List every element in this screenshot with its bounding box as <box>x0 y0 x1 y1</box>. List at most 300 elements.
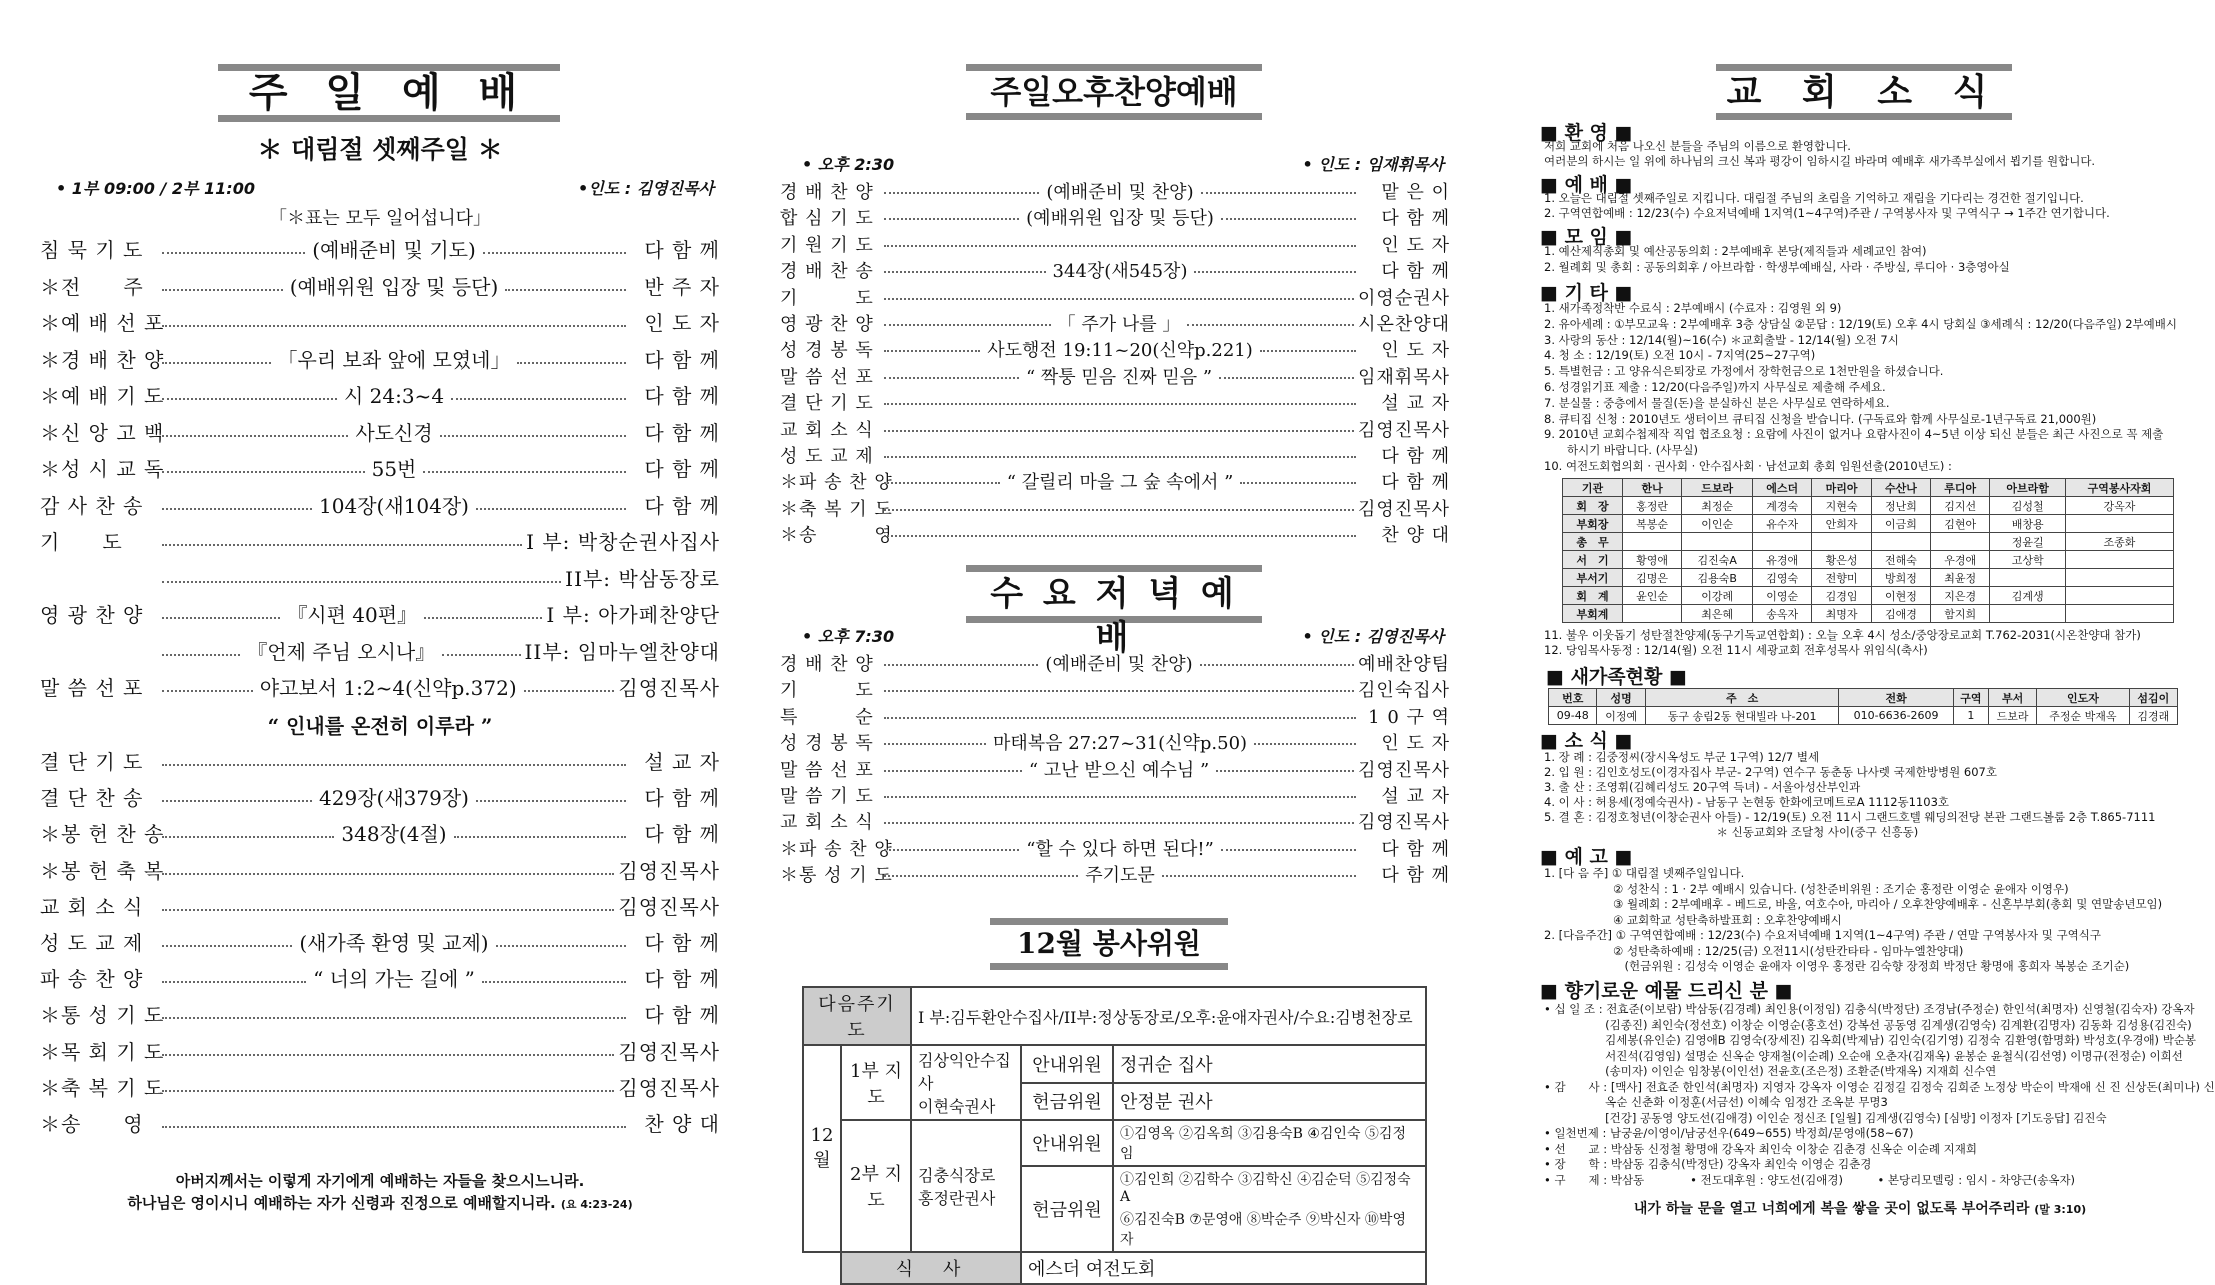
sunday-item-row <box>40 1072 720 1102</box>
officers-cell: 최명자 <box>1812 605 1871 623</box>
officers-cell: 황은성 <box>1812 551 1871 569</box>
officers-cell: 송옥자 <box>1753 605 1812 623</box>
news-heading: ■ 소 식 ■ <box>1540 730 1633 752</box>
officers-cell: 이영순 <box>1753 587 1812 605</box>
afternoon-item-row <box>780 204 1451 230</box>
meetings-line-1: 1. 예산제직총회 및 예산공동의회 : 2부예배후 본당(제직들과 세례교인 참여) <box>1544 244 1927 258</box>
officers-role-cell: 회 장 <box>1563 497 1623 515</box>
newcomer-row <box>1549 707 2178 725</box>
dot-leader <box>884 743 986 745</box>
afternoon-item-row <box>780 442 1450 467</box>
dot-leader <box>884 849 1019 851</box>
officers-cell: 김명은 <box>1622 569 1681 587</box>
afternoon-item-row <box>780 310 1451 335</box>
dot-leader <box>162 690 253 692</box>
afternoon-item-person: 다 함 께 <box>1381 208 1451 230</box>
p2-money-a: ①김인희 ②김학수 ③김학신 ④김순덕 ⑤김정숙A <box>1113 1166 1426 1207</box>
officers-header-cell: 수산나 <box>1871 479 1930 497</box>
wednesday-item-row <box>780 808 1450 834</box>
sunday-item-content: “ 너의 가는 길에 ” <box>313 967 475 992</box>
servants-title-box <box>990 918 1228 970</box>
officers-cell <box>1622 533 1681 551</box>
officers-header-cell: 마리아 <box>1812 479 1871 497</box>
verse-line-2-text: 하나님은 영이시니 예배하는 자가 신령과 진정으로 예배할지니라. <box>127 1194 556 1212</box>
dot-leader <box>884 403 1356 405</box>
officers-row <box>1563 533 2174 551</box>
dot-leader <box>482 981 626 983</box>
sunday-item-label: ＊목 회 기 도 <box>40 1039 165 1064</box>
sunday-item-person: 다 함 께 <box>644 420 720 445</box>
newcomer-cell: 1 <box>1953 707 1988 725</box>
dot-leader <box>1201 192 1356 194</box>
afternoon-item-person: 찬 양 대 <box>1381 525 1450 547</box>
officers-cell <box>1812 533 1871 551</box>
sunday-item-label: 성 도 교 제 <box>40 931 144 955</box>
officers-header-cell: 드보라 <box>1682 479 1753 497</box>
wednesday-item-label: 말 씀 기 도 <box>780 786 874 807</box>
dot-leader <box>884 690 1354 692</box>
closing-verse <box>1540 1198 2180 1218</box>
newcomer-header-cell: 구역 <box>1953 689 1988 707</box>
dot-leader <box>423 471 626 473</box>
officers-cell <box>1753 533 1812 551</box>
etc-line-11: 11. 불우 이웃돕기 성탄절찬양제(동구기독교연합회) : 오늘 오후 4시 성소/중앙장로교회 T.762-2031(시온찬양대 참가) <box>1544 628 2141 642</box>
sunday-item-label: 말 씀 선 포 <box>40 676 144 700</box>
sunday-service-title: 주 일 예 배 <box>248 69 530 116</box>
sunday-item-content: (예배위원 입장 및 등단) <box>289 274 499 299</box>
dot-leader <box>424 617 542 619</box>
officers-cell <box>2065 587 2173 605</box>
dot-leader <box>442 654 520 656</box>
dot-leader <box>162 398 337 400</box>
officers-cell: 이강례 <box>1682 587 1753 605</box>
dot-leader <box>884 796 1356 798</box>
sunday-item-person: 다 함 께 <box>644 238 720 262</box>
dot-leader <box>1219 377 1354 379</box>
sunday-item-person: 다 함 께 <box>644 931 720 955</box>
news-line: 1. 장 례 : 김중정씨(장시옥성도 부군 1구역) 12/7 별세 <box>1544 750 1820 764</box>
sunday-item-label: 감 사 찬 송 <box>40 493 144 518</box>
dot-leader <box>1200 664 1354 666</box>
afternoon-item-person: 인 도 자 <box>1381 340 1450 362</box>
p2-guide-label: 안내위원 <box>1021 1120 1113 1166</box>
next-prayer-label: 다음주기도 <box>803 987 911 1045</box>
officers-cell: 안희자 <box>1812 515 1871 533</box>
wednesday-item-label: 말 씀 선 포 <box>780 759 874 781</box>
dot-leader <box>884 377 1019 379</box>
dot-leader <box>884 298 1354 300</box>
dot-leader <box>162 945 292 947</box>
officers-cell: 정윤길 <box>1990 533 2066 551</box>
officers-cell <box>1990 569 2066 587</box>
offering-line: • 구 제 : 박삼동 • 전도대후원 : 양도선(김애경) • 본당리모델링 : 임시 - 차양근(송옥자) <box>1544 1172 2076 1187</box>
afternoon-item-label: 결 단 기 도 <box>780 393 874 415</box>
sunday-service-column <box>40 0 720 1240</box>
afternoon-item-content: 「 주가 나를 」 <box>1057 314 1181 335</box>
officers-row <box>1563 605 2174 623</box>
afternoon-item-label: 말 씀 선 포 <box>780 366 874 388</box>
dot-leader <box>884 430 1354 432</box>
dot-leader <box>483 252 626 254</box>
etc-line: 2. 유아세례 : ①부모교육 : 2부예배후 3층 상담실 ②문답 : 12/19(토) 오후 4시 당회실 ③세례식 : 12/20(다음주일) 2부예배시 <box>1544 316 2177 331</box>
sunday-item-row <box>40 963 720 993</box>
officers-cell: 홍정란 <box>1622 497 1681 515</box>
offering-line: 서진석(김영임) 설명순 신옥순 양재철(이순례) 오순애 오춘자(김재옥) 윤봉순 윤철식(김선영) 이명규(전정순) 이희선 <box>1544 1048 2183 1063</box>
dot-leader <box>162 617 280 619</box>
dot-leader <box>884 350 980 352</box>
officers-row <box>1563 515 2174 533</box>
sunday-item-row <box>40 344 720 374</box>
dot-leader <box>451 398 626 400</box>
welcome-heading: ■ 환 영 ■ <box>1540 122 1633 144</box>
preview-line: ④ 교회학교 성탄축하발표회 : 오후찬양예배시 <box>1544 912 1842 927</box>
officers-cell: 최은혜 <box>1682 605 1753 623</box>
officers-cell <box>1990 605 2066 623</box>
p2-text: 2부 <box>850 1164 879 1185</box>
newcomer-header-cell: 성명 <box>1597 689 1645 707</box>
servants-table <box>802 986 1427 1285</box>
etc-line: 8. 큐티집 신청 : 2010년도 생터이브 큐티집 신청을 받습니다. (구독료와 함께 사무실로-1년구독료 21,000원) <box>1544 411 2097 426</box>
sunday-item-row <box>40 271 720 301</box>
sunday-item-person: 다 함 께 <box>644 967 720 992</box>
sunday-item-label: 결 단 기 도 <box>40 750 144 774</box>
newcomer-cell: 드보라 <box>1988 707 2036 725</box>
p1-guide-label: 안내위원 <box>1021 1045 1113 1083</box>
dot-leader <box>162 325 626 327</box>
newcomer-cell: 동구 송림2동 현대빌라 나-201 <box>1645 707 1839 725</box>
afternoon-item-label: ＊축 복 기 도 <box>780 498 893 520</box>
dot-leader <box>1216 770 1354 772</box>
afternoon-item-label: ＊송 영 <box>780 525 893 547</box>
etc-line: 6. 성경읽기표 제출 : 12/20(다음주일)까지 사무실로 제출해 주세요. <box>1544 380 1886 394</box>
dot-leader <box>162 508 312 510</box>
dot-leader <box>884 218 1019 220</box>
dot-leader <box>884 192 1039 194</box>
sunday-item-label: ＊송 영 <box>40 1112 144 1136</box>
afternoon-item-person: 인 도 자 <box>1381 234 1450 256</box>
dot-leader <box>524 690 615 692</box>
sunday-item-content: 사도신경 <box>355 420 433 445</box>
officers-cell <box>1682 533 1753 551</box>
verse-ref: (요 4:23-24) <box>560 1198 633 1211</box>
afternoon-item-label: 교 회 소 식 <box>780 419 874 441</box>
news-line: 2. 입 원 : 김인호성도(이경자집사 부군- 2구역) 연수구 동춘동 나사렛 국제한방병원 607호 <box>1544 765 1997 779</box>
dot-leader <box>162 654 240 656</box>
etc-line-12: 12. 당임목사동정 : 12/14(월) 오전 11시 세광교회 전후성목사 위임식(축사) <box>1544 643 1928 657</box>
sunday-item-person: 김영진목사 <box>618 676 720 700</box>
officers-cell: 최윤정 <box>1931 569 1990 587</box>
sunday-item-content: 야고보서 1:2~4(신약p.372) <box>259 676 517 700</box>
sunday-item-content: 104장(새104장) <box>319 493 469 518</box>
meetings-heading: ■ 모 임 ■ <box>1540 226 1633 248</box>
sunday-item-content: (예배준비 및 기도) <box>312 238 476 262</box>
wednesday-item-content: “할 수 있다 하면 된다!” <box>1026 838 1214 860</box>
dot-leader <box>162 764 626 766</box>
officers-cell <box>2065 515 2173 533</box>
wednesday-item-row <box>780 756 1451 781</box>
officers-row <box>1563 587 2174 605</box>
wednesday-item-label: 특 순 <box>780 706 874 728</box>
afternoon-item-row <box>780 468 1450 494</box>
wednesday-title-box <box>966 565 1262 658</box>
dot-leader <box>1187 324 1354 326</box>
officers-row <box>1563 569 2174 587</box>
dot-leader <box>505 289 626 291</box>
sunday-item-content: 348장(4절) <box>341 822 447 847</box>
offering-line: [건강] 공동영 양도선(김애경) 이인순 정신조 [일월] 김계생(김영숙) [심방] 이정자 [기도응답] 김진숙 <box>1544 1110 2107 1125</box>
officers-cell: 유경애 <box>1753 551 1812 569</box>
officers-cell <box>2065 605 2173 623</box>
sunday-item-row <box>40 636 720 666</box>
offering-line: (송미자) 이인순 임창봉(이인선) 전윤호(조은정) 조환준(박재옥) 지재희 신수연 <box>1544 1064 1997 1078</box>
officers-row <box>1563 551 2174 569</box>
sunday-item-label: ＊봉 헌 찬 송 <box>40 822 165 847</box>
wednesday-item-content: “ 고난 받으신 예수님 ” <box>1028 759 1210 781</box>
preview-line: ② 성찬식 : 1 · 2부 예배시 있습니다. (성찬준비위원 : 조기순 홍정란 이영순 윤애자 이영우) <box>1544 881 2069 896</box>
dot-leader <box>884 509 1354 511</box>
dot-leader <box>884 245 1356 247</box>
worship-line-2: 2. 구역연합예배 : 12/23(수) 수요저녁예배 1지역(1~4구역)주관 / 구역봉사자 및 구역식구 → 1주간 연기합니다. <box>1544 206 2110 220</box>
dot-leader <box>162 981 306 983</box>
newcomer-header-cell: 전화 <box>1839 689 1953 707</box>
sunday-item-row <box>40 746 720 776</box>
afternoon-item-label: 경 배 찬 송 <box>780 261 874 283</box>
etc-line: 하시기 바랍니다. (사무실) <box>1544 443 1699 458</box>
wednesday-item-person: 설 교 자 <box>1381 786 1450 807</box>
sunday-item-person: 다 함 께 <box>644 384 721 408</box>
dot-leader <box>884 535 1356 537</box>
sunday-item-person: 김영진목사 <box>618 858 720 883</box>
sunday-item-person: 반 주 자 <box>644 274 720 299</box>
offering-line: • 장 학 : 박삼동 김충식(박정단) 강옥자 최인숙 이영순 김춘경 <box>1544 1157 1872 1171</box>
officers-cell: 계경숙 <box>1753 497 1812 515</box>
dot-leader <box>162 800 312 802</box>
offering-heading: ■ 향기로운 예물 드리신 분 ■ <box>1540 980 1793 1002</box>
officers-cell: 이현정 <box>1871 587 1930 605</box>
officers-header-cell: 아브라함 <box>1990 479 2066 497</box>
officers-header-row <box>1563 479 2174 497</box>
sunday-item-person: II부: 임마누엘찬양대 <box>524 639 720 664</box>
dot-leader <box>162 1054 614 1056</box>
offering-line: 옥순 신춘화 이정훈(서금선) 이혜숙 임정간 조옥분 무명3 <box>1544 1095 1888 1109</box>
sunday-item-person: 인 도 자 <box>644 311 720 335</box>
officers-cell: 지현숙 <box>1812 497 1871 515</box>
afternoon-item-content: 사도행전 19:11~20(신약p.221) <box>987 340 1253 362</box>
news-line: 3. 출 산 : 조영휘(김혜리성도 20구역 득녀) - 서울아성산부인과 <box>1544 780 1861 794</box>
sunday-item-row <box>40 453 720 483</box>
dot-leader <box>517 362 626 364</box>
closing-verse-text: 내가 하늘 문을 열고 너희에게 복을 쌓을 곳이 없도록 부어주리라 <box>1633 1201 2030 1217</box>
wednesday-item-label: ＊통 성 기 도 <box>780 865 893 887</box>
wednesday-item-row <box>780 729 1451 755</box>
wednesday-title: 수 요 저 녁 예 배 <box>990 574 1238 658</box>
officers-header-cell: 에스더 <box>1753 479 1812 497</box>
officers-cell <box>1622 605 1681 623</box>
dot-leader <box>162 435 348 437</box>
closing-verse-ref: (말 3:10) <box>2034 1203 2087 1216</box>
sunday-item-label: ＊전 주 <box>40 274 144 299</box>
sunday-item-row <box>40 234 720 264</box>
dot-leader <box>884 875 1078 877</box>
afternoon-item-person: 설 교 자 <box>1381 393 1450 415</box>
offering-line: • 일천번제 : 남궁윤/이영이/남궁선우(649~655) 박정희/문영애(58~67) <box>1544 1126 1914 1140</box>
afternoon-item-row <box>780 363 1451 388</box>
sunday-item-person: II부: 박삼동장로 <box>565 566 720 591</box>
dot-leader <box>1221 218 1356 220</box>
service-leader: •인도 : 김영진목사 <box>578 179 714 198</box>
sunday-item-person: 김영진목사 <box>618 1075 720 1100</box>
afternoon-item-label: 기 원 기 도 <box>780 234 874 256</box>
p1-label <box>841 1045 911 1120</box>
officers-cell: 조종화 <box>2065 533 2173 551</box>
wednesday-item-person: 다 함 께 <box>1381 865 1450 887</box>
sunday-item-content: 55번 <box>371 457 417 481</box>
officers-cell: 복봉순 <box>1622 515 1681 533</box>
afternoon-leader: • 인도 : 임재휘목사 <box>1302 155 1444 174</box>
sunday-item-row <box>40 782 720 812</box>
news-line: ＊ 신동교회와 조달청 사이(중구 신흥동) <box>1544 825 1919 839</box>
church-news-column <box>1540 0 2215 1240</box>
newcomer-cell: 010-6636-2609 <box>1839 707 1953 725</box>
wednesday-item-row <box>780 782 1450 807</box>
afternoon-item-person: 다 함 께 <box>1381 261 1451 283</box>
sunday-item-label: ＊경 배 찬 양 <box>40 347 165 372</box>
sunday-item-row <box>40 490 720 520</box>
p2-money-b: ⑥김진숙B ⑦문영애 ⑧박순주 ⑨박신자 ⑩박영자 <box>1113 1207 1426 1252</box>
afternoon-item-row <box>780 336 1450 362</box>
p2-label <box>841 1120 911 1252</box>
p1-role: 지도 <box>867 1060 902 1108</box>
officers-cell <box>2065 551 2173 569</box>
dot-leader <box>884 324 1051 326</box>
afternoon-service-column <box>780 0 1451 1280</box>
afternoon-item-person: 이영순권사 <box>1358 287 1450 309</box>
newcomer-header-cell: 주 소 <box>1645 689 1839 707</box>
dot-leader <box>162 873 614 875</box>
sunday-item-content: 429장(새379장) <box>319 786 469 811</box>
sunday-item-label: 침 묵 기 도 <box>40 238 144 262</box>
sunday-item-content: 『언제 주님 오시나』 <box>247 639 436 664</box>
wednesday-item-label: ＊파 송 찬 양 <box>780 838 893 860</box>
officers-header-cell: 한나 <box>1622 479 1681 497</box>
afternoon-item-content: 344장(새545장) <box>1052 261 1188 283</box>
p2-directors: 김충식장로 홍정란권사 <box>911 1120 1021 1252</box>
p1-money-label: 헌금위원 <box>1021 1083 1113 1121</box>
officers-cell: 김지선 <box>1931 497 1990 515</box>
officers-cell: 김진숙A <box>1682 551 1753 569</box>
wednesday-time: • 오후 7:30 <box>802 627 895 646</box>
sunday-item-row <box>40 307 720 337</box>
officers-table <box>1562 478 2174 623</box>
wednesday-item-person: 김영진목사 <box>1358 812 1450 834</box>
afternoon-item-row <box>780 416 1450 441</box>
dot-leader <box>884 717 1356 719</box>
sunday-item-row <box>40 927 720 957</box>
dot-leader <box>162 836 334 838</box>
newcomer-header-cell: 번호 <box>1549 689 1597 707</box>
sunday-item-label: 교 회 소 식 <box>40 894 144 919</box>
offering-line: • 십 일 조 : 전효준(이보람) 박삼동(김경례) 최인용(이정임) 김충식(박정단) 조경남(주정순) 한인석(최명자) 신영철(김숙자) 강옥자 <box>1544 1002 2195 1016</box>
sunday-item-row <box>40 855 720 885</box>
officers-cell <box>2065 569 2173 587</box>
afternoon-item-label: 기 도 <box>780 287 874 309</box>
offering-line: • 선 교 : 박삼동 신정철 황명애 강옥자 최인숙 이창순 김춘경 신옥순 이순례 지재희 <box>1544 1141 1978 1156</box>
wednesday-item-person: 1 0 구 역 <box>1368 706 1450 728</box>
dot-leader <box>440 435 626 437</box>
wednesday-item-person: 다 함 께 <box>1381 838 1451 860</box>
verse-line-1: 아버지께서는 이렇게 자기에게 예배하는 자들을 찾으시느니라. <box>175 1172 585 1190</box>
dot-leader <box>1194 271 1356 273</box>
verse-line-2 <box>40 1192 720 1213</box>
dot-leader <box>162 289 283 291</box>
sermon-title: “ 인내를 온전히 이루라 ” <box>267 714 493 738</box>
sunday-service-title-box <box>218 64 560 122</box>
worship-line-1: 1. 오늘은 대림절 셋째주일로 지킵니다. 대림절 주님의 초림을 기억하고 재림을 기다리는 경건한 절기입니다. <box>1544 191 2084 205</box>
sunday-item-person: 김영진목사 <box>618 894 720 919</box>
sunday-item-label: 기 도 <box>40 530 123 554</box>
dot-leader <box>496 945 626 947</box>
newcomer-table <box>1548 688 2178 725</box>
sunday-item-label: ＊예 배 선 포 <box>40 311 165 335</box>
sunday-item-row <box>40 1108 720 1138</box>
wednesday-item-label: 경 배 찬 양 <box>780 654 874 675</box>
sunday-item-person: 다 함 께 <box>644 1003 720 1028</box>
p2-role: 지도 <box>867 1164 902 1211</box>
sunday-item-person: I 부: 아가페찬양단 <box>546 603 720 627</box>
afternoon-item-person: 다 함 께 <box>1381 472 1450 494</box>
dot-leader <box>476 508 626 510</box>
wednesday-leader: • 인도 : 김영진목사 <box>1302 627 1444 646</box>
welcome-line-1: 저희 교회에 처음 나오신 분들을 주님의 이름으로 환영합니다. <box>1544 139 1851 153</box>
dot-leader <box>162 1090 614 1092</box>
wednesday-item-row <box>780 835 1451 860</box>
afternoon-item-person: 김영진목사 <box>1358 419 1450 441</box>
preview-line: 2. [다음주간] ① 구역연합예배 : 12/23(수) 수요저녁예배 1지역(1~4구역) 주관 / 연말 구역봉사자 및 구역식구 <box>1544 928 2102 942</box>
officers-cell: 유수자 <box>1753 515 1812 533</box>
afternoon-item-person: 맡 은 이 <box>1381 182 1450 203</box>
afternoon-item-label: 경 배 찬 양 <box>780 182 874 203</box>
meetings-line-2: 2. 월례회 및 총회 : 공동의회후 / 아브라함 · 학생부예배실, 사라 · 주방실, 루디아 · 3층영아실 <box>1544 260 2010 274</box>
sunday-item-label: ＊축 복 기 도 <box>40 1075 165 1100</box>
afternoon-item-row <box>780 284 1450 309</box>
afternoon-item-label: 성 경 봉 독 <box>780 340 874 362</box>
next-prayer: I 부:김두환안수집사/II부:정상동장로/오후:윤애자권사/수요:김병천장로 <box>911 987 1426 1045</box>
meal-group: 에스더 여전도회 <box>1021 1252 1426 1284</box>
officers-cell: 김영숙 <box>1753 569 1812 587</box>
dot-leader <box>162 1126 626 1128</box>
sunday-item-person: 다 함 께 <box>644 786 721 811</box>
wednesday-item-label: 교 회 소 식 <box>780 812 874 834</box>
sunday-item-row <box>40 380 720 410</box>
offering-line: • 감 사 : [맥사] 전효준 한인석(최명자) 지영자 강옥자 이영순 김정길 김정숙 김희준 노정상 박순이 박재애 신 진 신상돈(최미나) 신 <box>1544 1079 2215 1094</box>
sunday-item-row <box>40 672 720 702</box>
officers-cell: 전해숙 <box>1871 551 1930 569</box>
afternoon-item-label: 영 광 찬 양 <box>780 314 874 335</box>
afternoon-item-label: ＊파 송 찬 양 <box>780 472 893 494</box>
dot-leader <box>1240 482 1356 484</box>
officers-cell: 고상학 <box>1990 551 2066 569</box>
etc-line: 5. 특별헌금 : 고 양유식은퇴장로 가정에서 장학헌금으로 1천만원을 하셨습니다. <box>1544 364 1944 379</box>
month-cell: 12월 <box>803 1045 841 1252</box>
p1-directors: 김상익안수집사 이현숙권사 <box>911 1045 1021 1120</box>
afternoon-item-content: “ 갈릴리 마을 그 숲 속에서 ” <box>1006 472 1234 494</box>
dot-leader <box>454 836 626 838</box>
sunday-item-label: ＊봉 헌 축 복 <box>40 858 165 883</box>
officers-row <box>1563 497 2174 515</box>
news-line: 4. 이 사 : 허용세(정예숙권사) - 남동구 논현동 한화에코메트로A 1112동1103호 <box>1544 795 1949 809</box>
sunday-item-row <box>40 1036 720 1066</box>
officers-header-cell: 루디아 <box>1931 479 1990 497</box>
